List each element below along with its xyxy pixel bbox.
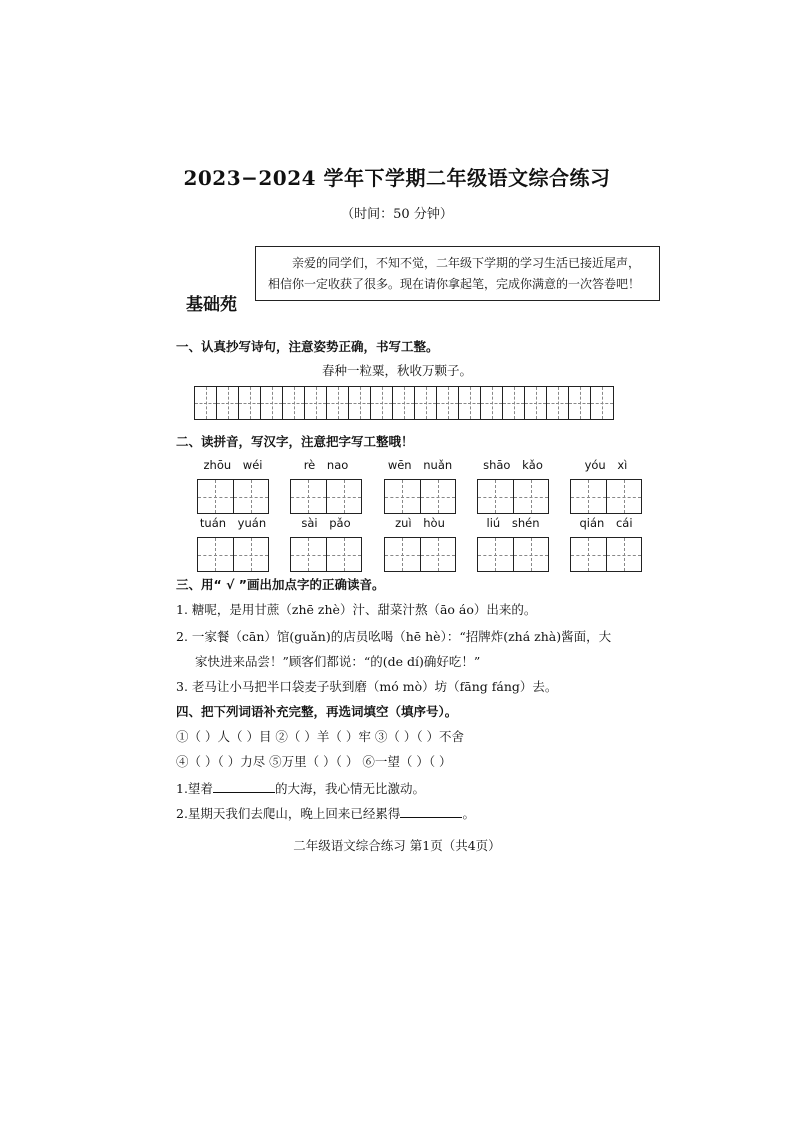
grid-cell[interactable] bbox=[305, 387, 327, 419]
pinyin-text: rè nao bbox=[303, 458, 349, 472]
question-3-item-continued: 家快进来品尝！”顾客们都说：“的(de dí)确好吃！” bbox=[195, 654, 481, 669]
pinyin-text: yóu xì bbox=[584, 458, 628, 472]
question-3-item: 2. 一家餐（cān）馆(guǎn)的店员吆喝（hē hè）：“招牌炸(zhá zhà)酱面，大 bbox=[176, 629, 612, 644]
copy-writing-grid[interactable] bbox=[194, 386, 614, 420]
writing-boxes[interactable] bbox=[384, 537, 456, 572]
pinyin-text: wēn nuǎn bbox=[387, 458, 453, 472]
answer-blank[interactable] bbox=[213, 780, 275, 793]
sentence-text: 2.星期天我们去爬山，晚上回来已经累得 bbox=[176, 806, 401, 821]
intro-speech-bubble: 亲爱的同学们，不知不觉，二年级下学期的学习生活已接近尾声，相信你一定收获了很多。现在请你拿起笔，完成你满意的一次答卷吧！ bbox=[255, 246, 660, 301]
pinyin-item[interactable] bbox=[197, 516, 269, 572]
poem-line: 春种一粒粟，秋收万颗子。 bbox=[321, 363, 472, 378]
writing-boxes[interactable] bbox=[197, 479, 269, 514]
grid-cell[interactable] bbox=[217, 387, 239, 419]
pinyin-item[interactable] bbox=[290, 458, 362, 514]
grid-cell[interactable] bbox=[459, 387, 481, 419]
grid-cell[interactable] bbox=[283, 387, 305, 419]
pinyin-item[interactable] bbox=[384, 458, 456, 514]
fill-blank-sentence-1 bbox=[176, 779, 425, 797]
grid-cell[interactable] bbox=[437, 387, 459, 419]
pinyin-text: qián cái bbox=[579, 516, 633, 530]
question-4-heading: 四、把下列词语补充完整，再选词填空（填序号）。 bbox=[176, 704, 458, 719]
pinyin-item[interactable] bbox=[477, 516, 549, 572]
grid-cell[interactable] bbox=[327, 387, 349, 419]
pinyin-text: zuì hòu bbox=[395, 516, 445, 530]
grid-cell[interactable] bbox=[239, 387, 261, 419]
section-label: 基础苑 bbox=[186, 295, 237, 315]
pinyin-item[interactable] bbox=[290, 516, 362, 572]
writing-boxes[interactable] bbox=[384, 479, 456, 514]
pinyin-text: sài pǎo bbox=[301, 516, 351, 530]
sentence-text: 的大海，我心情无比激动。 bbox=[274, 781, 425, 796]
grid-cell[interactable] bbox=[393, 387, 415, 419]
idiom-row: ①（ ）人（ ）目 ②（ ）羊（ ）牢 ③（ ）（ ）不舍 bbox=[176, 729, 465, 744]
pinyin-text: tuán yuán bbox=[199, 516, 267, 530]
pinyin-text: liú shén bbox=[486, 516, 540, 530]
question-2-heading: 二、读拼音，写汉字，注意把字写工整哦！ bbox=[176, 434, 414, 449]
question-3-heading: 三、用“ √ ”画出加点字的正确读音。 bbox=[176, 577, 385, 592]
writing-boxes[interactable] bbox=[477, 537, 549, 572]
idiom-row: ④（ ）（ ）力尽 ⑤万里（ ）（ ） ⑥一望（ ）（ ） bbox=[176, 754, 452, 769]
writing-boxes[interactable] bbox=[570, 479, 642, 514]
pinyin-item[interactable] bbox=[570, 458, 642, 514]
grid-cell[interactable] bbox=[195, 387, 217, 419]
time-limit: （时间：50 分钟） bbox=[341, 207, 453, 222]
answer-blank[interactable] bbox=[400, 805, 462, 818]
writing-boxes[interactable] bbox=[290, 537, 362, 572]
pinyin-text: zhōu wéi bbox=[203, 458, 263, 472]
grid-cell[interactable] bbox=[371, 387, 393, 419]
grid-cell[interactable] bbox=[415, 387, 437, 419]
page-title: 2023−2024 学年下学期二年级语文综合练习 bbox=[183, 166, 611, 190]
grid-cell[interactable] bbox=[569, 387, 591, 419]
grid-cell[interactable] bbox=[481, 387, 503, 419]
writing-boxes[interactable] bbox=[197, 537, 269, 572]
grid-cell[interactable] bbox=[261, 387, 283, 419]
grid-cell[interactable] bbox=[547, 387, 569, 419]
question-3-item: 3. 老马让小马把半口袋麦子驮到磨（mó mò）坊（fāng fáng）去。 bbox=[176, 679, 558, 694]
pinyin-text: shāo kǎo bbox=[483, 458, 543, 472]
grid-cell[interactable] bbox=[591, 387, 613, 419]
grid-cell[interactable] bbox=[349, 387, 371, 419]
fill-blank-sentence-2 bbox=[176, 804, 475, 822]
pinyin-item[interactable] bbox=[570, 516, 642, 572]
pinyin-item[interactable] bbox=[477, 458, 549, 514]
grid-cell[interactable] bbox=[525, 387, 547, 419]
pinyin-item[interactable] bbox=[384, 516, 456, 572]
sentence-text: 。 bbox=[462, 806, 475, 821]
page-footer: 二年级语文综合练习 第1页（共4页） bbox=[293, 838, 501, 853]
writing-boxes[interactable] bbox=[477, 479, 549, 514]
grid-cell[interactable] bbox=[503, 387, 525, 419]
pinyin-item[interactable] bbox=[197, 458, 269, 514]
question-1-heading: 一、认真抄写诗句，注意姿势正确，书写工整。 bbox=[176, 339, 439, 354]
writing-boxes[interactable] bbox=[290, 479, 362, 514]
sentence-text: 1.望着 bbox=[176, 781, 213, 796]
writing-boxes[interactable] bbox=[570, 537, 642, 572]
question-3-item: 1. 糖呢，是用甘蔗（zhē zhè）汁、甜菜汁熬（āo áo）出来的。 bbox=[176, 602, 537, 617]
